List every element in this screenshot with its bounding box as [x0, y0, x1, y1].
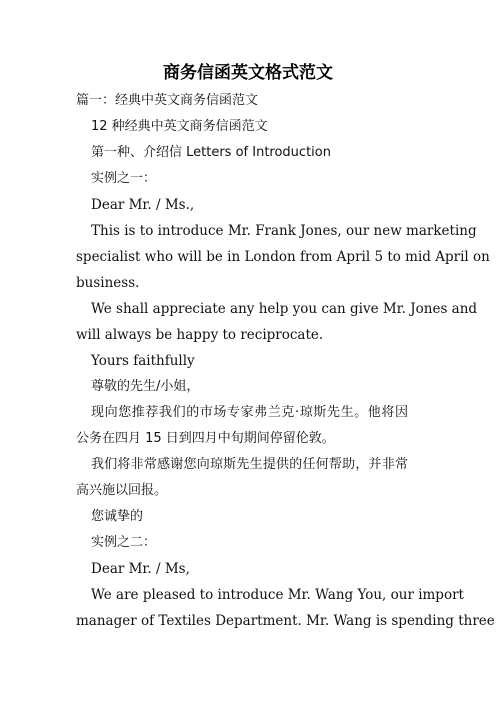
- body-cn-1-line-1: 现向您推荐我们的市场专家弗兰克·琼斯先生。他将因: [91, 405, 408, 420]
- body-en-2-line-2: will always be happy to reciprocate.: [76, 327, 324, 343]
- example-label-1: 实例之一：: [91, 171, 157, 186]
- example-label-2: 实例之二：: [91, 535, 157, 550]
- salutation-cn-1: 尊敬的先生/小姐，: [91, 379, 200, 394]
- body-cn-2-line-2: 高兴施以回报。: [76, 483, 168, 498]
- body-cn-2-line-1: 我们将非常感谢您向琼斯先生提供的任何帮助，并非常: [91, 457, 408, 472]
- closing-en-1: Yours faithfully: [91, 353, 195, 369]
- body-en-1-line-2: specialist who will be in London from April 5 to mid April on: [76, 249, 490, 265]
- body-en-1-line-3: business.: [76, 275, 140, 291]
- subheading: 12 种经典中英文商务信函范文: [91, 119, 268, 134]
- body-en-3-line-2: manager of Textiles Department. Mr. Wang is spending three: [76, 613, 495, 629]
- body-cn-1-line-2: 公务在四月 15 日到四月中旬期间停留伦敦。: [76, 431, 335, 446]
- closing-cn-1: 您诚挚的: [91, 509, 144, 524]
- body-en-3-line-1: We are pleased to introduce Mr. Wang You, our import: [91, 587, 464, 603]
- section-heading: 篇一：经典中英文商务信函范文: [76, 93, 259, 108]
- salutation-en-1: Dear Mr. / Ms.,: [91, 197, 195, 213]
- body-en-2-line-1: We shall appreciate any help you can give Mr. Jones and: [91, 301, 478, 317]
- salutation-en-2: Dear Mr. / Ms,: [91, 561, 190, 577]
- letter-type-heading: 第一种、介绍信 Letters of Introduction: [91, 145, 331, 160]
- document-title: 商务信函英文格式范文: [163, 63, 333, 83]
- body-en-1-line-1: This is to introduce Mr. Frank Jones, our new marketing: [91, 223, 477, 239]
